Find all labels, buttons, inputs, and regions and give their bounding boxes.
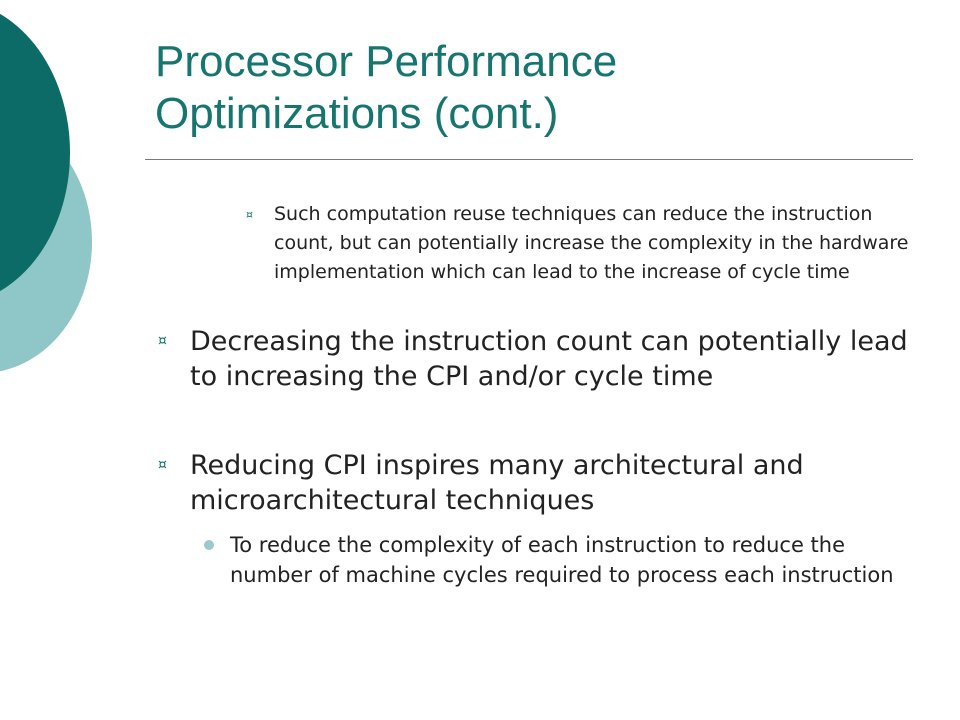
arrow-bullet-icon: ¤ <box>158 333 167 349</box>
dot-bullet-icon <box>204 540 214 550</box>
slide-title-line-1: Processor Performance <box>155 37 618 86</box>
bullet-item-instruction-count <box>158 324 918 394</box>
sub-bullet-text: To reduce the complexity of each instruction to reduce the number of machine cycles required to process each instruction <box>230 533 894 587</box>
bullet-text: Such computation reuse techniques can reduce the instruction count, but can potentially increase the complexity in the hardware implementation which can lead to the increase of cycle time <box>274 203 909 283</box>
sub-bullet-item-reduce-complexity <box>204 530 916 590</box>
bullet-text: Reducing CPI inspires many architectural and microarchitectural techniques <box>190 450 804 516</box>
bullet-text: Decreasing the instruction count can potentially lead to increasing the CPI and/or cycle time <box>190 326 908 392</box>
arrow-bullet-icon: ¤ <box>246 208 253 221</box>
bullet-item-reducing-cpi <box>158 448 918 518</box>
slide-title-line-2: Optimizations (cont.) <box>155 89 559 138</box>
bullet-item-computation-reuse <box>246 200 916 287</box>
arrow-bullet-icon: ¤ <box>158 457 167 473</box>
